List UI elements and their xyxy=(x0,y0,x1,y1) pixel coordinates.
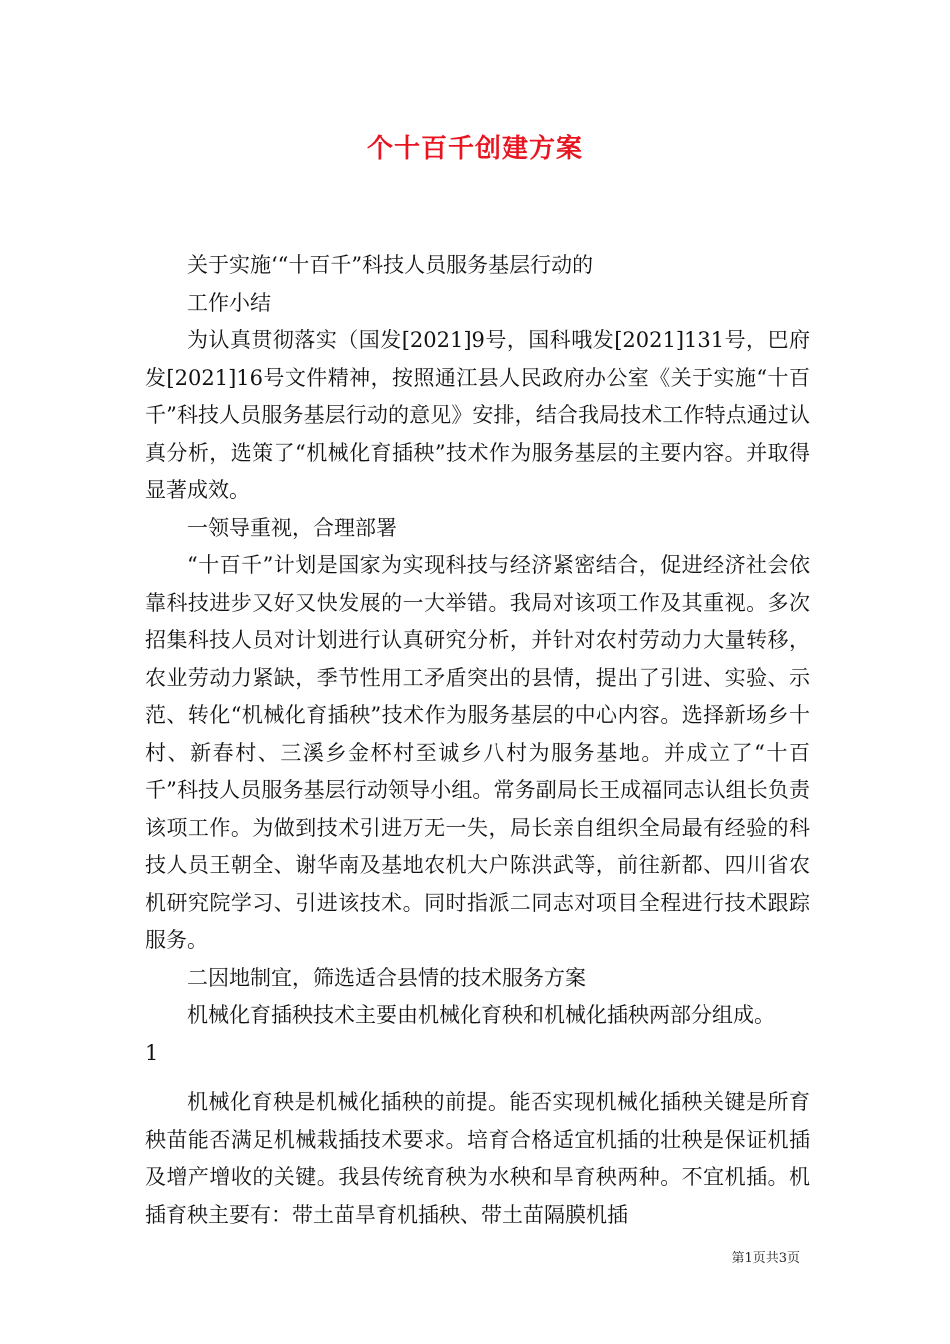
document-body xyxy=(145,247,810,1234)
paragraph-heading-line-2: 工作小结 xyxy=(187,290,271,315)
inline-number: 1 xyxy=(145,1040,159,1065)
section-heading-2: 二因地制宜，筛选适合县情的技术服务方案 xyxy=(187,965,586,990)
paragraph-section-2: 机械化育插秧技术主要由机械化育秧和机械化插秧两部分组成。 xyxy=(187,1003,775,1027)
paragraph-section-1: “十百千”计划是国家为实现科技与经济紧密结合，促进经济社会依靠科技进步又好又快发展的一大举错。我局对该项工作及其重视。多次招集科技人员对计划进行认真研究分析，并针对农村劳动力大量转移，农业劳动力紧缺，季节性用工矛盾突出的县情，提出了引进、实验、示范、转化“机械化育插秧”技术作为服务基层的中心内容。选择新场乡十村、新春村、三溪乡金杯村至诚乡八村为服务基地。并成立了“十百千”科技人员服务基层行动领导小组。常务副局长王成福同志认组长负责该项工作。为做到技术引进万无一失，局长亲自组织全局最有经验的科技人员王朝全、谢华南及基地农机大户陈洪武等，前往新都、四川省农机研究院学习、引进该技术。同时指派二同志对项目全程进行技术跟踪服务。 xyxy=(145,553,810,952)
paragraph-seedling: 机械化育秧是机械化插秧的前提。能否实现机械化插秧关键是所育秧苗能否满足机械栽插技术要求。培育合格适宜机插的壮秧是保证机插及增产增收的关键。我县传统育秧为水秧和旱育秧两种。不宜机插。机插育秧主要有：带土苗旱育机插秧、带土苗隔膜机插 xyxy=(145,1090,810,1227)
page-footer: 第1页共3页 xyxy=(731,1251,800,1266)
section-heading-1: 一领导重视，合理部署 xyxy=(187,515,397,540)
paragraph-intro: 为认真贯彻落实（国发[2021]9号，国科哦发[2021]131号，巴府发[2021]16号文件精神，按照通江县人民政府办公室《关于实施“十百千”科技人员服务基层行动的意见》安排，结合我局技术工作特点通过认真分析，选策了“机械化育插秧”技术作为服务基层的主要内容。并取得显著成效。 xyxy=(145,328,810,502)
paragraph-heading-line-1: 关于实施‘“十百千”科技人员服务基层行动的 xyxy=(187,253,594,277)
document-title: 个十百千创建方案 xyxy=(366,134,583,164)
